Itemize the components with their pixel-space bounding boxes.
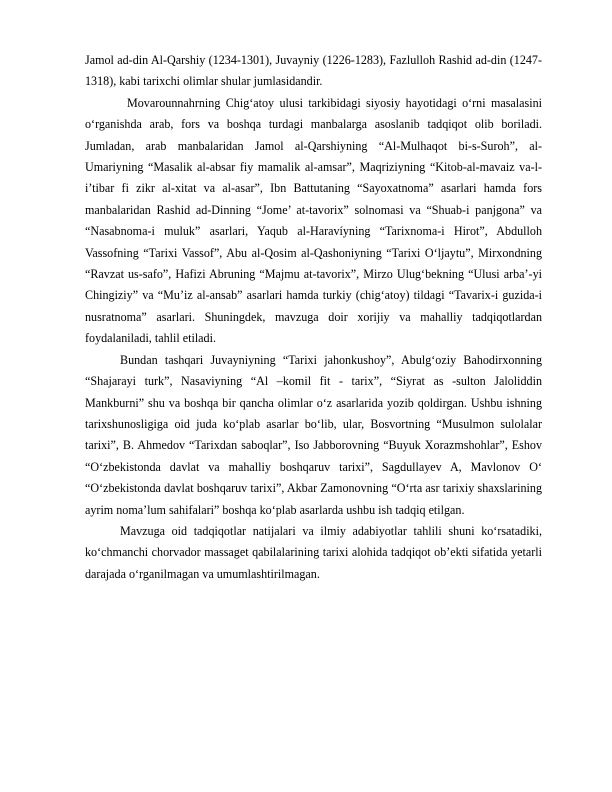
paragraph-sources: Movarounnahrning Chig‘atoy ulusi tarkibidagi siyosiy hayotidagi o‘rni masalasini o‘rganishda arab, fors va boshqa turdagi manbalarga asoslanib tadqiqot olib boriladi. Jumladan, arab manbalaridan Jamol al-Qarshiyning “Al-Mulhaqot bi-s-Suroh”, al-Umariyning “Masalik al-absar fiy mamalik al-amsar”, Maqriziyning “Kitob-al-mavaiz va-l-i’tibar fi zikr al-xitat va al-asar”, Ibn Battutaning “Sayoxatnoma” asarlari hamda fors manbalaridan Rashid ad-Dinning “Jome’ at-tavorix” solnomasi va “Shuab-i panjgona” va “Nasabnoma-i muluk” asarlari, Yaqub al-Haravíyning “Tarixnoma-i Hirot”, Abdulloh Vassofning “Tarixi Vassof”, Abu al-Qosim al-Qashoniyning “Tarixi O‘ljaytu”, Mirxondning “Ravzat us-safo”, Hafizi Abruning “Majmu at-tavorix”, Mirzo Ulug‘bekning “Ulusi arba’-yi Chingiziy” va “Mu’iz al-ansab” asarlari hamda turkiy (chig‘atoy) tildagi “Tavarix-i guzida-i nusratnoma” asarlari. Shuningdek, mavzuga doir xorijiy va mahalliy tadqiqotlardan foydalaniladi, tahlil etiladi. (85, 95, 542, 346)
paragraph-conclusion: Mavzuga oid tadqiqotlar natijalari va ilmiy adabiyotlar tahlili shuni ko‘rsatadiki, ko‘chmanchi chorvador massaget qabilalarining tarixi alohida tadqiqot ob’ekti sifatida yetarli darajada o‘rganilmagan va umumlashtirilmagan. (85, 523, 542, 581)
paragraph-historiography: Bundan tashqari Juvayniyning “Tarixi jahonkushoy”, Abulg‘oziy Bahodirxonning “Shajarayi turk”, Nasaviyning “Al –komil fit - tarix”, “Siyrat as -sulton Jaloliddin Mankburni” shu va boshqa bir qancha olimlar o‘z asarlarida yozib qoldirgan. Ushbu ishning tarixshunosligiga oid juda ko‘plab asarlar bo‘lib, ular, Bosvortning “Musulmon sulolalar tarixi”, B. Ahmedov “Tarixdan saboqlar”, Iso Jabborovning “Buyuk Xorazmshohlar”, Eshov “O‘zbekistonda davlat va mahalliy boshqaruv tarixi”, Sagdullayev A, Mavlonov O‘ “O‘zbekistonda davlat boshqaruv tarixi”, Akbar Zamonovning “O‘rta asr tarixiy shaxslarining ayrim noma’lum sahifalari” boshqa ko‘plab asarlarda ushbu ish tadqiq etilgan. (85, 352, 542, 517)
paragraph-intro-continuation: Jamol ad-din Al-Qarshiy (1234-1301), Juvayniy (1226-1283), Fazlulloh Rashid ad-din (1247-1318), kabi tarixchi olimlar shular jumlasidandir. (85, 53, 542, 89)
document-page (85, 50, 542, 585)
